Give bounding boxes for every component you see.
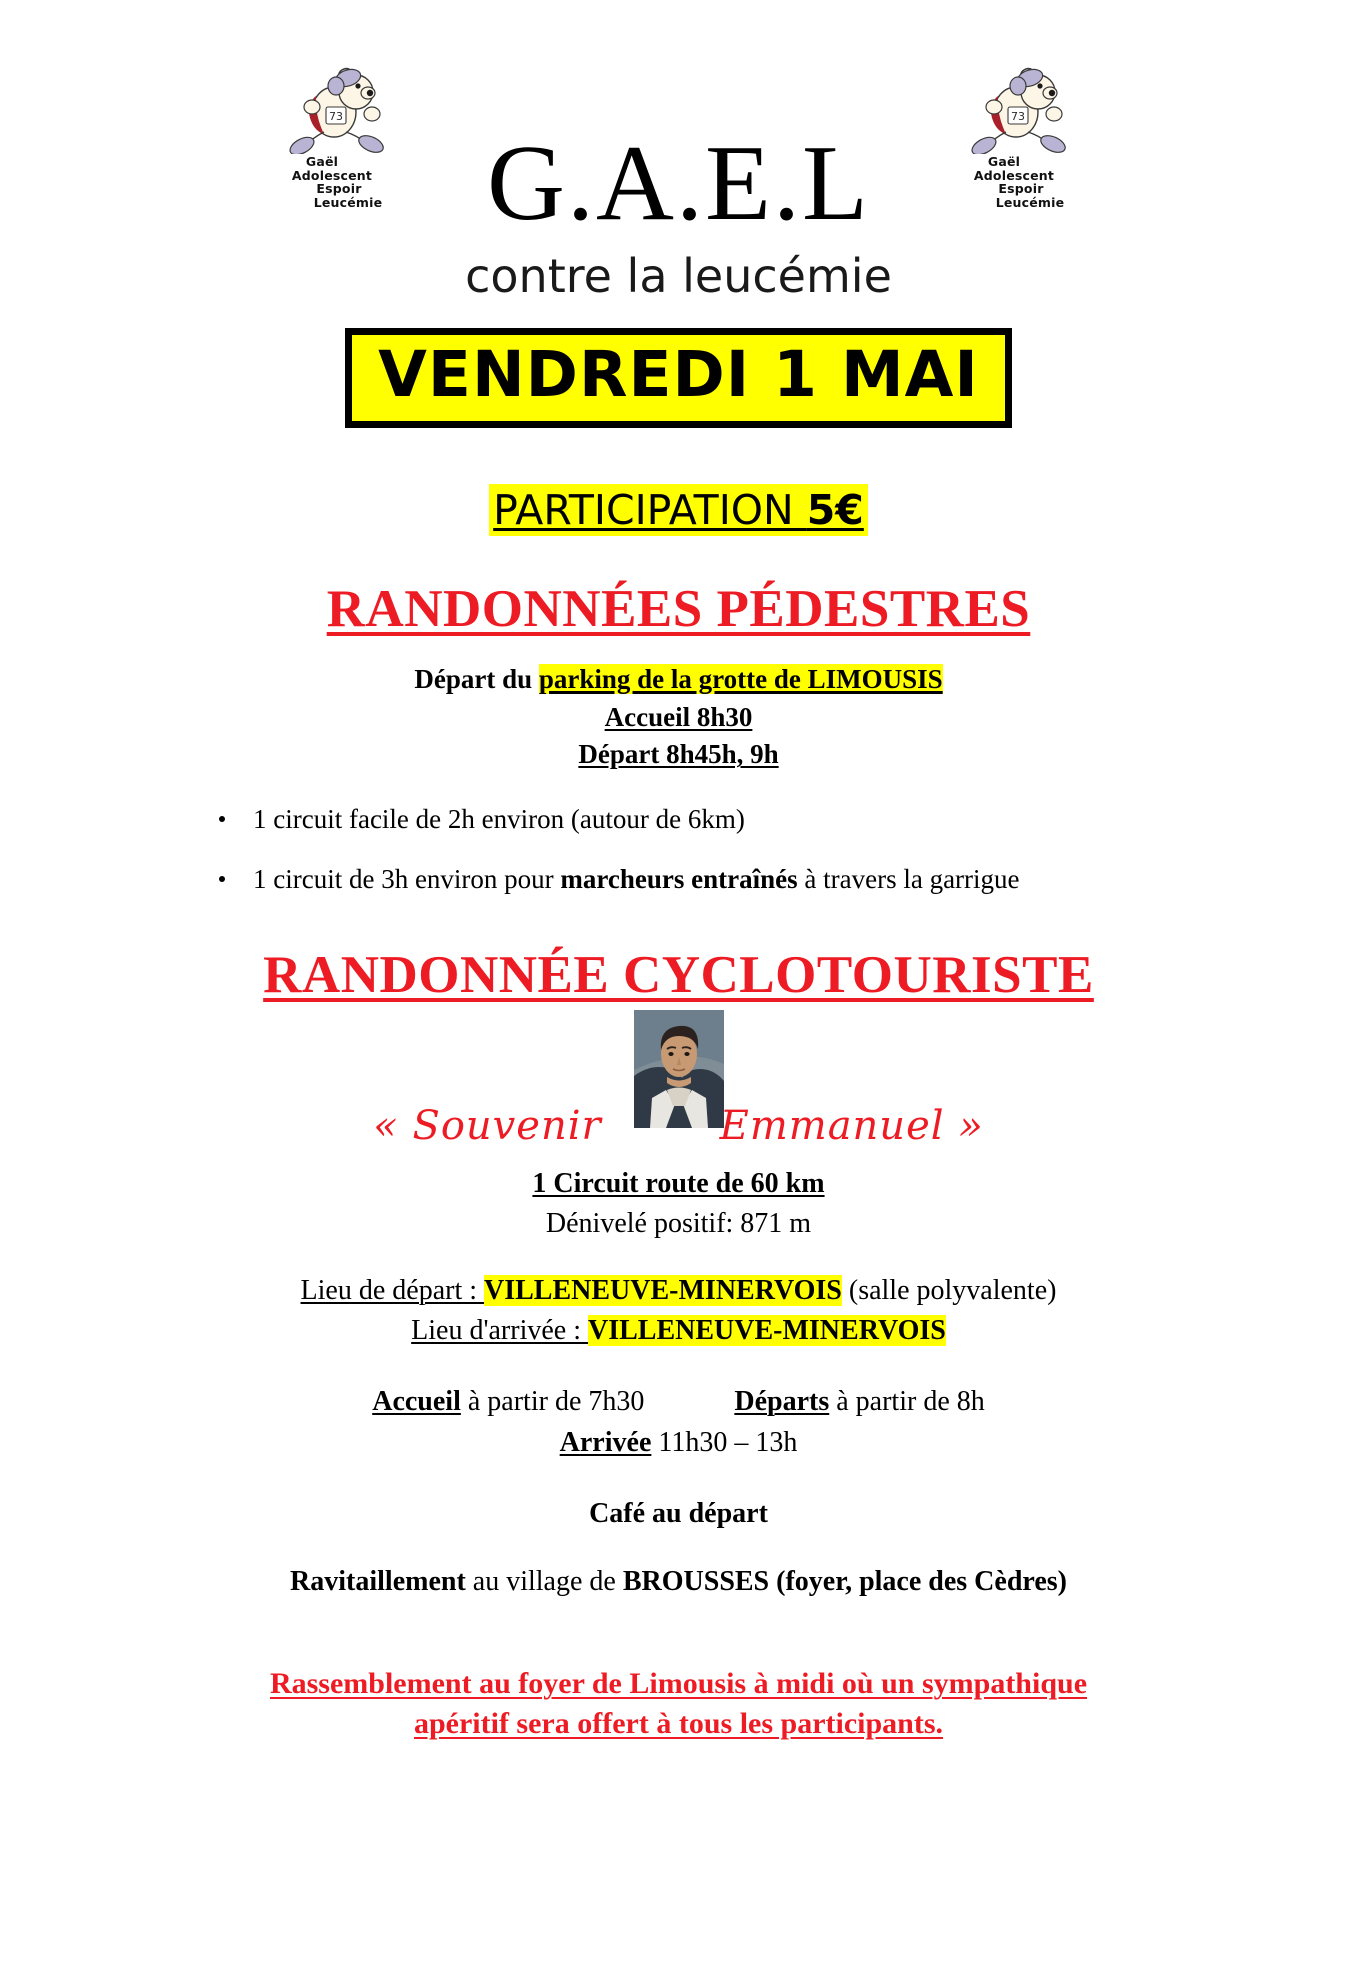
cycling-depart-value: VILLENEUVE-MINERVOIS	[484, 1275, 842, 1307]
logo-word-4: Leucémie	[313, 194, 383, 210]
list-item-bold: marcheurs entraînés	[560, 863, 798, 894]
cycling-arrivee-row	[0, 1425, 1357, 1462]
hiking-depart-line	[0, 662, 1357, 698]
closing-line-1	[0, 1664, 1357, 1704]
souvenir-zone	[0, 1010, 1357, 1160]
section-heading-hiking-text: RANDONNÉES PÉDESTRES	[326, 580, 1031, 638]
ravitaillement-place: BROUSSES (foyer, place des Cèdres)	[622, 1566, 1067, 1598]
cycling-depart-label: Lieu de départ :	[300, 1275, 485, 1307]
page-subtitle: contre la leucémie	[465, 249, 892, 303]
date-banner-container	[0, 328, 1357, 428]
page-title: G.A.E.L	[487, 124, 870, 243]
section-heading-cycling-text: RANDONNÉE CYCLOTOURISTE	[263, 946, 1094, 1005]
cafe-note: Café au départ	[589, 1498, 768, 1530]
cycling-arrivee-value: VILLENEUVE-MINERVOIS	[588, 1315, 946, 1347]
section-heading-hiking	[0, 578, 1357, 640]
cycling-departs-value: à partir de 8h	[829, 1386, 985, 1418]
list-item	[195, 863, 1357, 897]
cycling-arrivee-time-label: Arrivée	[559, 1427, 652, 1459]
cycling-circuit: 1 Circuit route de 60 km	[532, 1168, 825, 1200]
closing-note	[0, 1664, 1357, 1744]
souvenir-caption	[0, 1102, 1357, 1150]
poster-page	[0, 52, 1357, 1972]
participation-fee	[489, 484, 868, 536]
participation-amount: 5€	[806, 486, 864, 534]
cycling-departs-label: Départs	[734, 1386, 830, 1418]
cycling-arrivee-time-value: 11h30 – 13h	[651, 1427, 798, 1459]
section-heading-cycling	[0, 944, 1357, 1006]
hiking-depart-block	[0, 662, 1357, 773]
list-item-post: à travers la garrigue	[797, 863, 1020, 894]
cycling-accueil-label: Accueil	[372, 1386, 461, 1418]
svg-text:73: 73	[329, 110, 343, 123]
cycling-denivele: Dénivelé positif: 871 m	[545, 1208, 812, 1240]
list-item-pre: 1 circuit de 3h environ pour	[253, 863, 561, 894]
logo-word-1: Gaël	[305, 154, 339, 169]
hiking-depart-times: Départ 8h45h, 9h	[578, 739, 779, 770]
souvenir-close: Emmanuel »	[719, 1103, 984, 1150]
cycling-depart-suffix: (salle polyvalente)	[841, 1275, 1057, 1307]
hiking-circuit-list	[0, 803, 1357, 897]
ravitaillement-label: Ravitaillement	[290, 1566, 466, 1598]
closing-line-2-text: apéritif sera offert à tous les participants.	[413, 1707, 944, 1741]
hiking-accueil: Accueil 8h30	[604, 701, 753, 732]
svg-text:73: 73	[1011, 110, 1025, 123]
logo-word-2: Adolescent	[973, 167, 1055, 183]
list-item-pre: 1 circuit facile de 2h environ (autour de 6km)	[253, 803, 745, 834]
cycling-arrivee-label: Lieu d'arrivée :	[411, 1315, 588, 1347]
bullet-dot-icon	[219, 876, 225, 882]
cycling-schedule-block	[0, 1384, 1357, 1462]
souvenir-open: « Souvenir	[373, 1103, 602, 1150]
cycling-depart-line	[0, 1273, 1357, 1310]
cycling-locations-block	[0, 1273, 1357, 1350]
ravitaillement-mid: au village de	[465, 1566, 623, 1598]
cycling-accueil-departs-row	[0, 1384, 1357, 1421]
bullet-dot-icon	[219, 816, 225, 822]
list-item	[195, 803, 1357, 837]
logo-word-3: Espoir	[316, 181, 362, 196]
hiking-depart-place: parking de la grotte de LIMOUSIS	[538, 664, 943, 694]
cycling-arrivee-line	[0, 1313, 1357, 1350]
poster-header	[0, 52, 1357, 303]
logo-word-3: Espoir	[998, 181, 1044, 196]
cycling-circuit-block	[0, 1166, 1357, 1243]
participation-container	[0, 484, 1357, 536]
logo-word-2: Adolescent	[291, 167, 373, 183]
hiking-depart-prefix: Départ du	[414, 664, 539, 694]
closing-line-2	[0, 1704, 1357, 1744]
date-banner: VENDREDI 1 MAI	[345, 328, 1012, 428]
cycling-accueil-value: à partir de 7h30	[460, 1386, 645, 1418]
logo-word-4: Leucémie	[995, 194, 1065, 210]
ravitaillement-note	[0, 1566, 1357, 1598]
participation-label: PARTICIPATION	[493, 486, 807, 534]
closing-line-1-text: Rassemblement au foyer de Limousis à midi où un sympathique	[269, 1667, 1088, 1701]
logo-word-1: Gaël	[987, 154, 1021, 169]
